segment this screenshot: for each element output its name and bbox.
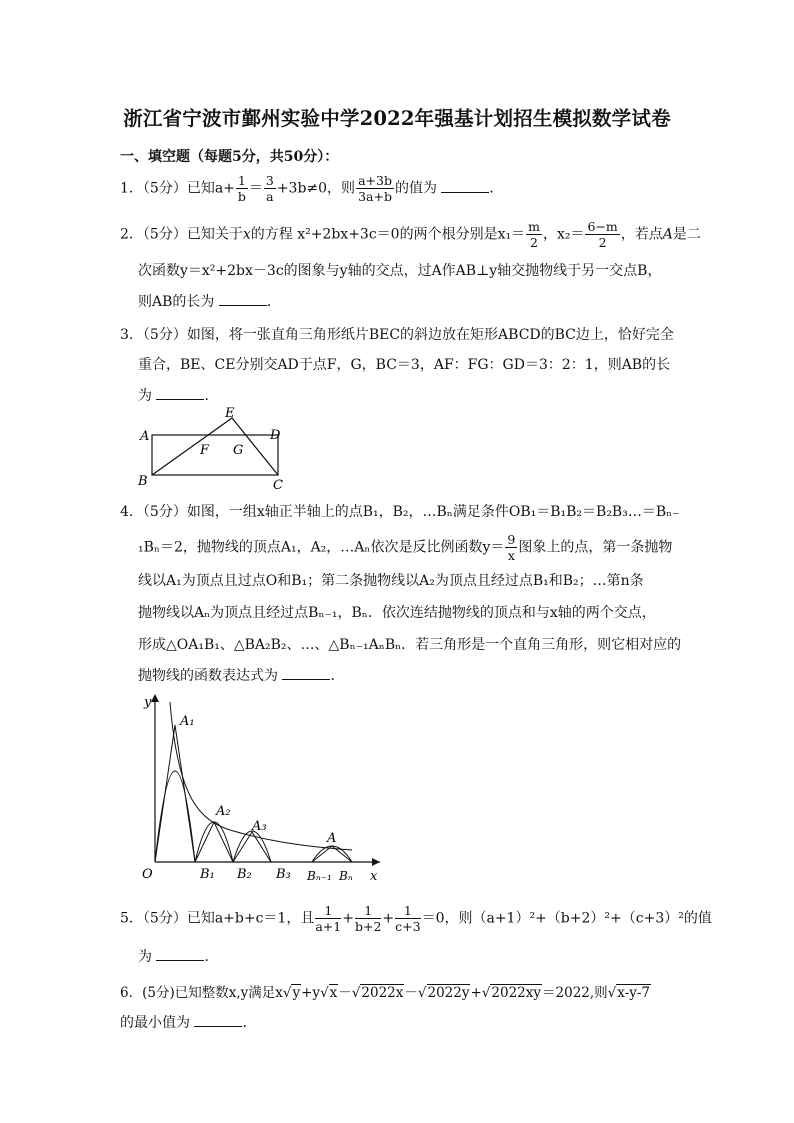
fraction: $\frac{1}{c+3}$ xyxy=(395,903,421,934)
label-G: G xyxy=(233,443,244,458)
fraction: $\frac{6-m}{2}$ xyxy=(587,219,618,250)
question-4-line-1: 4．（5分）如图，一组x轴正半轴上的点B₁，B₂，…Bₙ满足条件OB₁＝B₁B₂＝B₂B₃…＝Bₙ₋ xyxy=(120,504,680,520)
section-heading: 一、填空题（每题5分，共50分）： xyxy=(120,149,339,165)
rectangle-triangle-figure xyxy=(130,400,300,495)
label-Bn: Bₙ xyxy=(339,869,353,883)
label-B1: B₁ xyxy=(200,867,215,882)
label-A: A xyxy=(140,429,150,444)
triangle-bec xyxy=(152,418,278,475)
question-3-line-1: 3．（5分）如图，将一张直角三角形纸片BEC的斜边放在矩形ABCD的BC边上，恰好完全 xyxy=(120,327,674,343)
label-A2: A₂ xyxy=(216,804,231,819)
label-B2: B₂ xyxy=(237,867,252,882)
label-x: x xyxy=(370,869,378,884)
fraction: $\frac{1}{a+1}$ xyxy=(315,903,342,934)
y-axis-arrow xyxy=(151,694,159,702)
label-C: C xyxy=(273,478,283,493)
question-3-line-3: 为 ． xyxy=(138,388,219,404)
label-D: D xyxy=(270,428,281,443)
fraction: $\frac{m}{2}$ xyxy=(528,219,540,250)
question-5-line-1: 5．（5分）已知a+b+c＝1，且 $\frac{1}{a+1}$ + $\frac{1}{b+2}$ + $\frac{1}{c+3}$ ＝0，则（a+1）²+（b+2）²+（c+3）²的值 xyxy=(120,903,712,934)
parabola-1 xyxy=(155,771,195,862)
question-4-line-4: 抛物线以Aₙ为顶点且经过点Bₙ₋₁，Bₙ．依次连结抛物线的顶点和与x轴的两个交点， xyxy=(138,605,656,621)
answer-blank[interactable] xyxy=(156,948,204,961)
label-E: E xyxy=(225,406,235,421)
question-4-line-2: ₁Bₙ＝2，抛物线的顶点A₁，A₂，…Aₙ依次是反比例函数y＝ $\frac{9}{x}$ 图象上的点，第一条抛物 xyxy=(138,532,673,563)
page-title: 浙江省宁波市鄞州实验中学2022年强基计划招生模拟数学试卷 xyxy=(123,107,671,130)
question-4-line-3: 线以A₁为顶点且过点O和B₁；第二条抛物线以A₂为顶点且经过点B₁和B₂；…第n条 xyxy=(138,573,644,589)
parabola-2 xyxy=(195,822,233,862)
label-A3: A₃ xyxy=(252,819,267,834)
answer-blank[interactable] xyxy=(219,293,267,306)
fraction: $\frac{1}{b}$ xyxy=(237,173,246,204)
label-B3: B₃ xyxy=(276,867,291,882)
answer-blank[interactable] xyxy=(156,387,204,400)
fraction: $\frac{1}{b+2}$ xyxy=(354,903,382,934)
label-An: A xyxy=(327,831,337,846)
fraction: $\frac{3}{a}$ xyxy=(265,173,274,204)
rectangle-abcd xyxy=(152,435,278,475)
answer-blank[interactable] xyxy=(441,180,489,193)
question-6-line-2: 的最小值为 ． xyxy=(120,1015,257,1031)
question-6-line-1: 6．(5分)已知整数x,y满足x√y+y√x－√2022x－√2022y+√2022xy＝2022,则√x-y-7 xyxy=(120,985,650,1001)
label-y: y xyxy=(144,695,152,710)
question-2-line-1: 2．（5分）已知关于x的方程 x²+2bx+3c＝0的两个根分别是x₁＝ $\frac{m}{2}$ ，x₂＝ $\frac{6-m}{2}$ ，若点A是二 xyxy=(120,219,701,250)
fraction: $\frac{a+3b}{3a+b}$ xyxy=(358,173,392,204)
label-B: B xyxy=(138,474,148,489)
question-5-line-2: 为 ． xyxy=(138,949,219,965)
answer-blank[interactable] xyxy=(194,1014,242,1027)
parabola-figure xyxy=(130,690,390,890)
label-F: F xyxy=(200,443,210,458)
question-4-line-6: 抛物线的函数表达式为 ． xyxy=(138,668,345,684)
label-Bn-1: Bₙ₋₁ xyxy=(307,869,332,883)
question-2-line-2: 次函数y＝x²+2bx－3c的图象与y轴的交点，过A作AB⊥y轴交抛物线于另一交点B， xyxy=(138,263,662,279)
question-2-line-3: 则AB的长为 ． xyxy=(138,294,281,310)
x-axis-arrow xyxy=(372,858,380,866)
fraction: $\frac{9}{x}$ xyxy=(507,532,516,563)
label-A1: A₁ xyxy=(180,714,195,729)
question-3-line-2: 重合，BE、CE分别交AD于点F，G，BC＝3，AF：FG：GD＝3：2：1，则AB的长 xyxy=(138,357,671,373)
question-1: 1．（5分）已知a+ $\frac{1}{b}$ ＝ $\frac{3}{a}$ +3b≠0，则 $\frac{a+3b}{3a+b}$ 的值为 ． xyxy=(120,173,504,204)
answer-blank[interactable] xyxy=(282,667,330,680)
question-4-line-5: 形成△OA₁B₁、△BA₂B₂、…、△Bₙ₋₁AₙBₙ．若三角形是一个直角三角形，则它相对应的 xyxy=(138,637,682,653)
label-O: O xyxy=(142,867,153,882)
